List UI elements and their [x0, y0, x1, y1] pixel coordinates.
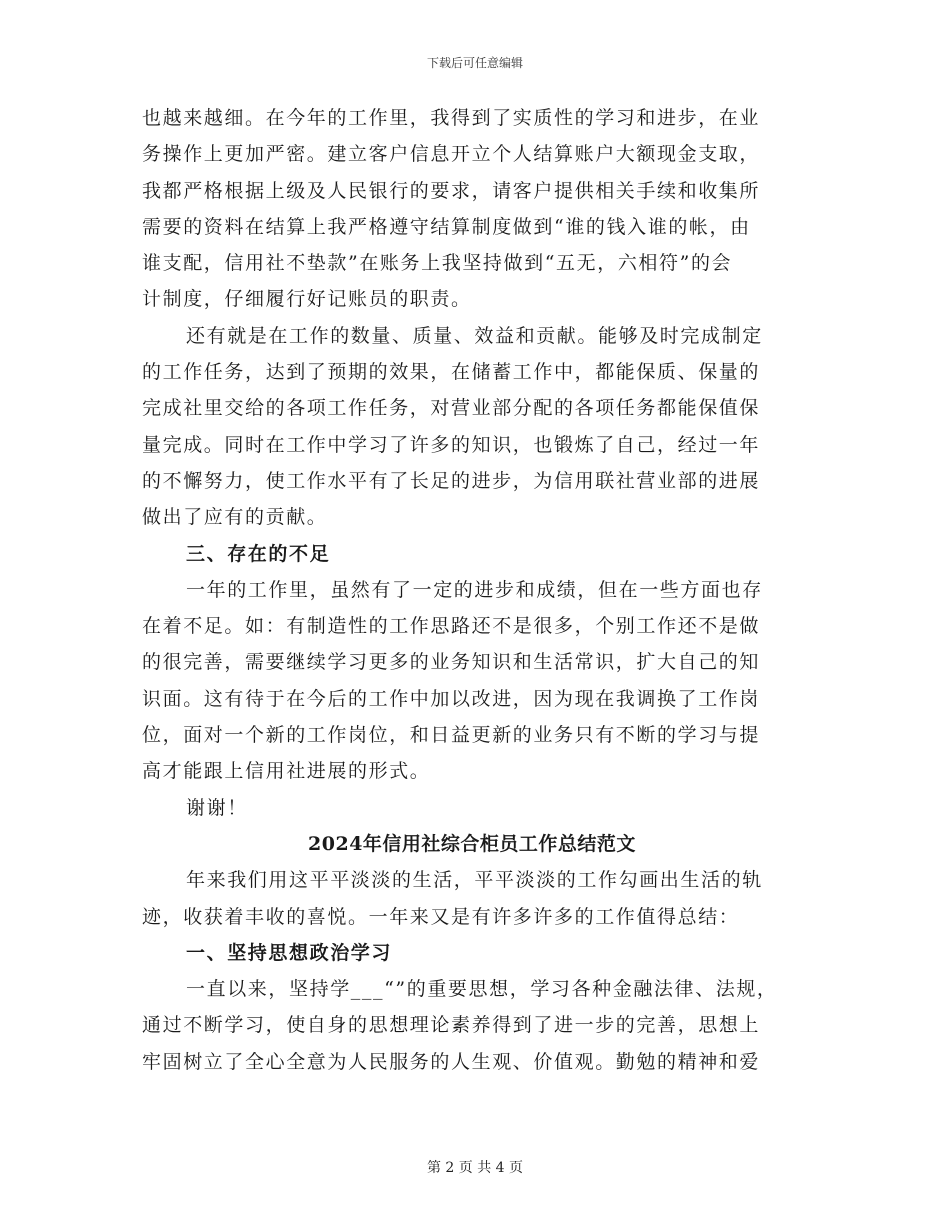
- section-heading: 一、坚持思想政治学习: [186, 941, 393, 964]
- paragraph-start-line: 一直以来，坚持学___“”的重要思想，学习各种金融法律、法规，: [186, 978, 778, 1001]
- body-line: 务操作上更加严密。建立客户信息开立个人结算账户大额现金支取，: [142, 143, 761, 166]
- page-number-footer: 第 2 页 共 4 页: [426, 1160, 524, 1176]
- body-line: 通过不断学习，使自身的思想理论素养得到了进一步的完善，思想上: [142, 1014, 761, 1037]
- body-line: 识面。这有待于在今后的工作中加以改进，因为现在我调换了工作岗: [142, 687, 761, 710]
- section-heading: 三、存在的不足: [186, 542, 331, 565]
- body-line: 的很完善，需要继续学习更多的业务知识和生活常识，扩大自己的知: [142, 651, 761, 674]
- body-line: 计制度，仔细履行好记账员的职责。: [142, 288, 472, 311]
- body-line: 迹，收获着丰收的喜悦。一年来又是有许多许多的工作值得总结：: [142, 905, 740, 928]
- body-line: 的工作任务，达到了预期的效果，在储蓄工作中，都能保质、保量的: [142, 361, 761, 384]
- document-title: 2024年信用社综合柜员工作总结范文: [308, 832, 636, 855]
- body-line: 量完成。同时在工作中学习了许多的知识，也锻炼了自己，经过一年: [142, 433, 761, 456]
- body-line: 我都严格根据上级及人民银行的要求，请客户提供相关手续和收集所: [142, 179, 761, 202]
- document-body: [142, 100, 802, 1080]
- body-line: 在着不足。如：有制造性的工作思路还不是很多，个别工作还不是做: [142, 615, 761, 638]
- body-line: 的不懈努力，使工作水平有了长足的进步，为信用联社营业部的进展: [142, 469, 761, 492]
- page-header: 下载后可任意编辑: [426, 56, 523, 70]
- body-line: 谁支配，信用社不垫款”在账务上我坚持做到“五无，六相符”的会: [142, 252, 733, 275]
- body-line: 牢固树立了全心全意为人民服务的人生观、价值观。勤勉的精神和爱: [142, 1050, 761, 1073]
- paragraph-start-line: 一年的工作里，虽然有了一定的进步和成绩，但在一些方面也存: [186, 578, 763, 601]
- closing-line: 谢谢！: [186, 796, 248, 819]
- paragraph-start-line: 还有就是在工作的数量、质量、效益和贡献。能够及时完成制定: [186, 324, 763, 347]
- paragraph-start-line: 年来我们用这平平淡淡的生活，平平淡淡的工作勾画出生活的轨: [186, 869, 763, 892]
- body-line: 完成社里交给的各项工作任务，对营业部分配的各项任务都能保值保: [142, 397, 761, 420]
- body-line: 高才能跟上信用社进展的形式。: [142, 760, 431, 783]
- body-line: 也越来越细。在今年的工作里，我得到了实质性的学习和进步，在业: [142, 107, 761, 129]
- body-line: 需要的资料在结算上我严格遵守结算制度做到“谁的钱入谁的帐，由: [142, 215, 751, 238]
- body-line: 位，面对一个新的工作岗位，和日益更新的业务只有不断的学习与提: [142, 724, 761, 747]
- body-line: 做出了应有的贡献。: [142, 506, 328, 529]
